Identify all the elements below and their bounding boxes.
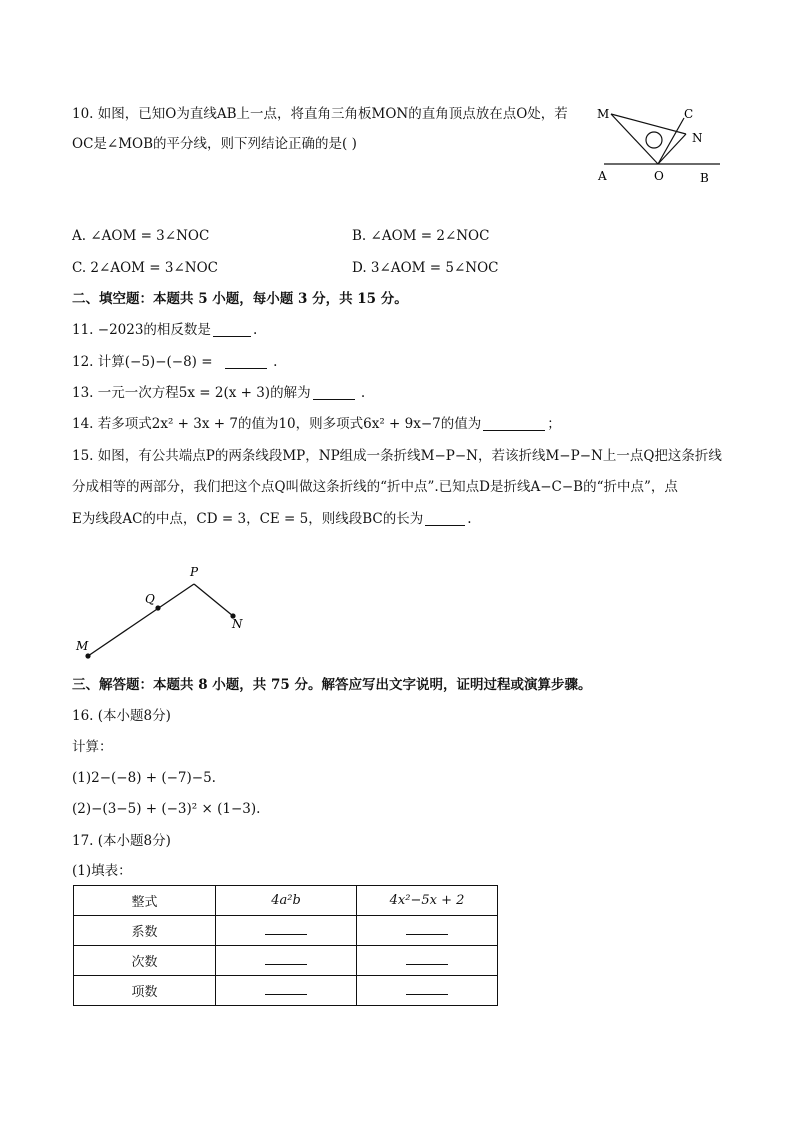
- q15-blank: [425, 511, 465, 526]
- segment-mp: [88, 584, 194, 656]
- label-q: Q: [145, 592, 155, 606]
- answer-blank[interactable]: [357, 916, 498, 946]
- q11: [72, 320, 257, 340]
- q12-text: 12. 计算(−5)−(−8) =: [72, 354, 217, 370]
- label-n: N: [232, 617, 243, 631]
- row-label: 系数: [74, 916, 216, 946]
- q10-stem-line2: OC是∠MOB的平分线，则下列结论正确的是( ): [72, 136, 357, 152]
- answer-blank[interactable]: [357, 946, 498, 976]
- table-row: [74, 976, 498, 1006]
- q16-item1: (1)2−(−8) + (−7)−5.: [72, 770, 216, 786]
- q12-blank: [225, 354, 267, 369]
- q10-option-c: C. 2∠AOM = 3∠NOC: [72, 260, 218, 276]
- answer-blank[interactable]: [216, 916, 357, 946]
- label-n: N: [692, 131, 703, 145]
- q15-line2: 分成相等的两部分，我们把这个点Q叫做这条折线的“折中点”.已知点D是折线A−C−B的“折中点”，点: [72, 479, 678, 495]
- label-a: A: [598, 169, 607, 183]
- q10-option-a: A. ∠AOM = 3∠NOC: [72, 228, 210, 244]
- answer-blank[interactable]: [357, 976, 498, 1006]
- label-p: P: [190, 565, 199, 579]
- q12-end: .: [273, 354, 278, 370]
- q15-line3-text: E为线段AC的中点，CD = 3，CE = 5，则线段BC的长为: [72, 511, 424, 527]
- answer-blank[interactable]: [216, 976, 357, 1006]
- section3-heading: 三、解答题：本题共 8 小题，共 75 分。解答应写出文字说明，证明过程或演算步骤。: [72, 677, 592, 693]
- ray-om: [611, 114, 658, 164]
- q13-end: .: [360, 385, 366, 401]
- label-c: C: [684, 107, 694, 121]
- point-q: [155, 605, 160, 610]
- q15-line1: 15. 如图，有公共端点P的两条线段MP，NP组成一条折线M−P−N，若该折线M−P−N上一点Q把这条折线: [72, 448, 722, 464]
- q13-text: 13. 一元一次方程5x = 2(x + 3)的解为: [72, 385, 311, 401]
- q17-table: [73, 885, 498, 1006]
- q16-title: 16. (本小题8分): [72, 708, 171, 724]
- table-header-cell: 整式: [74, 886, 216, 916]
- q10-option-d: D. 3∠AOM = 5∠NOC: [352, 260, 499, 276]
- q17-title: 17. (本小题8分): [72, 833, 171, 849]
- q11-text: 11. −2023的相反数是: [72, 322, 211, 338]
- table-row: [74, 916, 498, 946]
- q15-end: .: [467, 511, 472, 527]
- segment-pn: [194, 584, 233, 616]
- row-label: 项数: [74, 976, 216, 1006]
- q16-prompt: 计算：: [72, 739, 113, 755]
- table-row: [74, 946, 498, 976]
- section2-heading: 二、填空题：本题共 5 小题，每小题 3 分，共 15 分。: [72, 291, 408, 307]
- q10-figure: [592, 100, 732, 190]
- q13: [72, 383, 365, 403]
- q10-option-b: B. ∠AOM = 2∠NOC: [352, 228, 490, 244]
- table-header-row: [74, 886, 498, 916]
- label-o: O: [654, 169, 664, 183]
- label-m: M: [76, 639, 89, 653]
- q16-item2: (2)−(3−5) + (−3)² × (1−3).: [72, 801, 261, 817]
- label-m: M: [597, 107, 610, 121]
- label-b: B: [700, 171, 709, 185]
- q14: [72, 414, 561, 434]
- triangle-hole: [646, 132, 662, 148]
- q12: [72, 352, 277, 372]
- row-label: 次数: [74, 946, 216, 976]
- q11-blank: [213, 322, 251, 337]
- point-m: [85, 653, 90, 658]
- segment-mn: [611, 114, 686, 134]
- table-header-cell: 4a²b: [216, 886, 357, 916]
- answer-blank[interactable]: [216, 946, 357, 976]
- q14-blank: [483, 416, 545, 431]
- q10-stem-line1: 10. 如图，已知O为直线AB上一点，将直角三角板MON的直角顶点放在点O处，若: [72, 106, 568, 122]
- q17-prompt: (1)填表：: [72, 863, 132, 879]
- table-header-cell: 4x²−5x + 2: [357, 886, 498, 916]
- q13-blank: [313, 385, 355, 400]
- q15-figure: [70, 560, 270, 670]
- q11-end: .: [252, 322, 258, 338]
- q14-end: ；: [547, 416, 561, 432]
- q14-text: 14. 若多项式2x² + 3x + 7的值为10，则多项式6x² + 9x−7的值为: [72, 416, 482, 432]
- q15-line3: [72, 509, 472, 529]
